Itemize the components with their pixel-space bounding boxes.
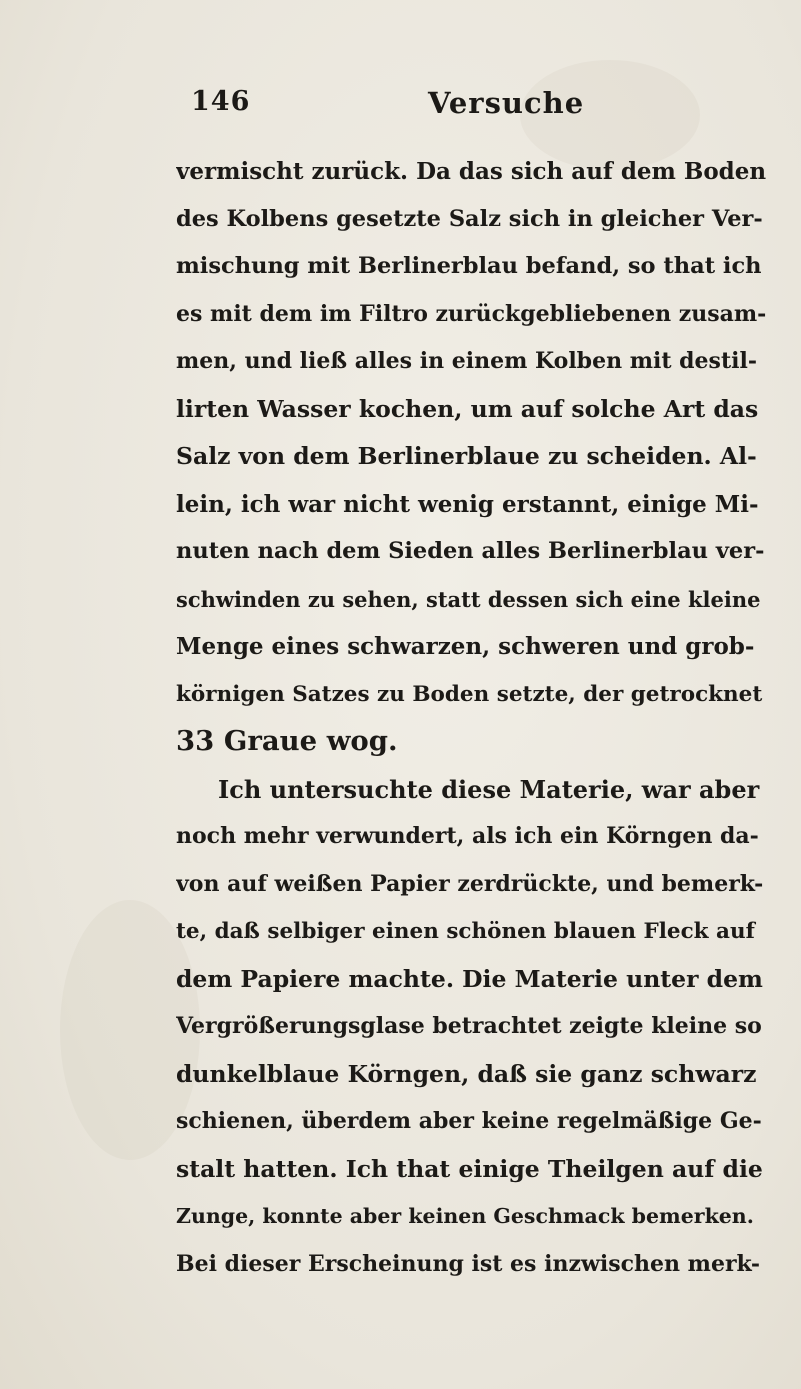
text-line: stalt hatten. Ich that einige Theilgen auf die [176,1154,763,1183]
text-line: schienen, überdem aber keine regelmäßige Ge- [176,1108,762,1134]
text-line: Vergrößerungsglase betrachtet zeigte kleine so [176,1013,762,1039]
text-line: men, und ließ alles in einem Kolben mit destil- [176,348,757,374]
text-line: dunkelblaue Körngen, daß sie ganz schwarz [176,1059,757,1088]
text-line: von auf weißen Papier zerdrückte, und bemerk- [176,870,764,897]
running-head: Versuche [428,86,585,120]
text-line: Zunge, konnte aber keinen Geschmack bemerken. [176,1204,754,1228]
text-line: te, daß selbiger einen schönen blauen Fleck auf [176,919,755,944]
text-line: Bei dieser Erscheinung ist es inzwischen merk- [176,1250,761,1277]
text-line: lein, ich war nicht wenig erstannt, einige Mi- [176,490,759,518]
page-number: 146 [191,86,251,117]
paragraph-start-line: Ich untersuchte diese Materie, war aber [218,774,760,804]
text-line: nuten nach dem Sieden alles Berlinerblau ver- [176,538,765,564]
page-header [0,86,801,126]
text-line: des Kolbens gesetzte Salz sich in gleicher Ver- [176,205,763,232]
text-line: schwinden zu sehen, statt dessen sich eine kleine [176,586,761,612]
text-line: es mit dem im Filtro zurückgebliebenen zusam- [176,300,766,327]
text-line: Menge eines schwarzen, schweren und grob- [176,633,755,660]
text-line: Salz von dem Berlinerblaue zu scheiden. Al- [176,442,757,470]
text-line: lirten Wasser kochen, um auf solche Art das [176,394,759,423]
text-line: noch mehr verwundert, als ich ein Körngen da- [176,823,759,849]
text-line: vermischt zurück. Da das sich auf dem Boden [176,158,766,185]
text-line: dem Papiere machte. Die Materie unter dem [176,964,763,993]
body-text [176,148,766,1288]
text-line: 33 Graue wog. [176,725,398,757]
text-line: mischung mit Berlinerblau befand, so that ich [176,253,762,279]
text-line: körnigen Satzes zu Boden setzte, der getrocknet [176,681,763,707]
